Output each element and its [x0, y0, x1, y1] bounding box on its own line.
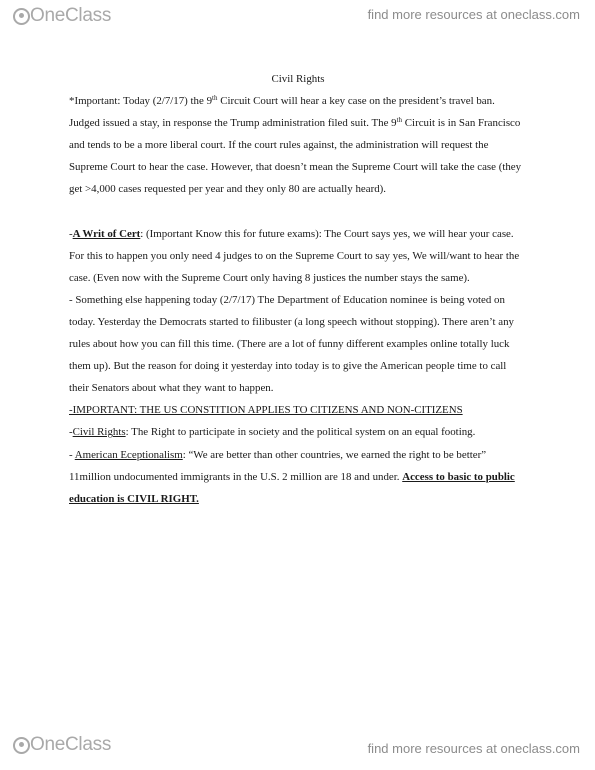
paragraph-filibuster: - Something else happening today (2/7/17) The Department of Education nominee is being voted on today. Yesterday the Democrats started to filibuster (a long speech without stopping). There aren’t any rules about how you can fill this time. (There are a lot of funny different examples online totally luck them up). But the reason for doing it yesterday into today is to give the American people time to call their Senators about what they want to happen. — [69, 293, 514, 395]
civil-rights-term: Civil Rights — [72, 426, 126, 439]
p1-text-b: Circuit Court will hear a key case on the president’s travel ban. Judged issued a stay, in response the Trump administration filed suit. The 9 — [69, 95, 495, 130]
oneclass-footer-logo-icon — [13, 737, 30, 754]
paragraph-spacer — [69, 201, 527, 223]
paragraph-constitution: -IMPORTANT: THE US CONSTITION APPLIES TO CITIZENS AND NON-CITIZENS — [69, 404, 463, 417]
p5-prefix: - — [69, 426, 73, 439]
paragraph-travel-ban — [69, 90, 527, 200]
paragraph-exceptionalism — [69, 444, 527, 510]
find-more-resources-footer-link[interactable]: find more resources at oneclass.com — [367, 741, 580, 756]
p6-prefix: - — [69, 448, 75, 461]
oneclass-logo-text: OneClass — [30, 5, 112, 26]
p1-sup-2: th — [396, 116, 403, 125]
p1-sup-1: th — [212, 94, 218, 103]
p1-text-c: Circuit is in San Francisco and tends to be a more liberal court. If the court rules against, the administration will request the Supreme Court to hear the case. However, that doesn’t mean the Supreme Court will take the case (they get >4,000 cases requested per year and they only 80 are actually heard). — [69, 117, 522, 196]
oneclass-logo-icon — [13, 8, 30, 25]
oneclass-logo[interactable] — [13, 5, 111, 27]
find-more-resources-link[interactable]: find more resources at oneclass.com — [367, 7, 580, 22]
oneclass-footer-logo[interactable] — [13, 734, 111, 756]
civil-right-emphasis: Access to basic to public education is CIVIL RIGHT. — [69, 470, 515, 505]
p1-text-a: *Important: Today (2/7/17) the 9 — [69, 95, 213, 108]
p2-text: : (Important Know this for future exams): The Court says yes, we will hear your case. For this to happen you only need 4 judges to on the Supreme Court to say yes, We will/want to hear the case. (Even now with the Supreme Court only having 8 justices the number stays the same). — [69, 227, 520, 284]
exceptionalism-term: American Eceptionalism — [74, 448, 183, 461]
document-title: Civil Rights — [271, 73, 325, 85]
p2-prefix: - — [69, 227, 73, 240]
writ-of-cert-term: A Writ of Cert — [72, 227, 141, 240]
document-body — [69, 68, 527, 510]
p5-text: : The Right to participate in society and the political system on an equal footing. — [125, 426, 476, 439]
paragraph-writ-of-cert — [69, 223, 527, 289]
paragraph-civil-rights — [69, 421, 527, 443]
oneclass-footer-logo-text: OneClass — [30, 734, 112, 755]
p6-text: : “We are better than other countries, we earned the right to be better” 11million undocumented immigrants in the U.S. 2 million are 18 and under. — [69, 448, 487, 483]
